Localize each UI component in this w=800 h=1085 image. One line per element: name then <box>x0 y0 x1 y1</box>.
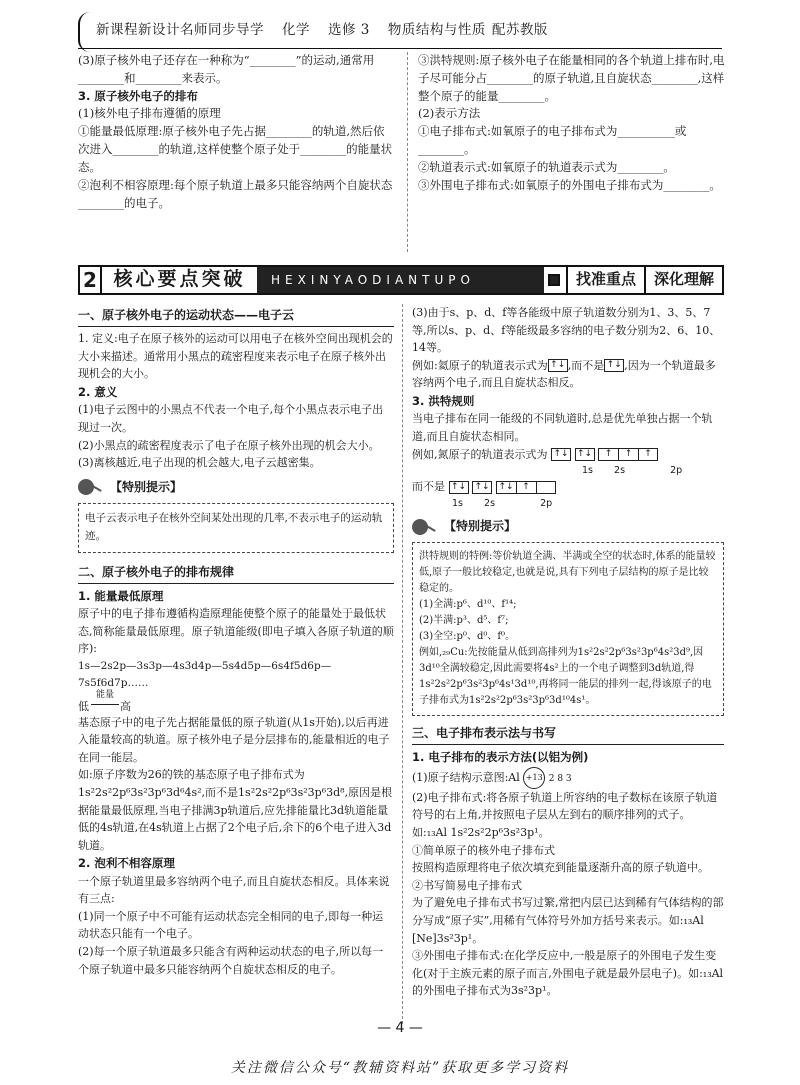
paragraph: 一个原子轨道里最多容纳两个电子,而且自旋状态相反。具体来说有三点: <box>78 874 390 906</box>
arrow-right-icon <box>91 704 119 705</box>
orbital-label: 2s <box>484 497 496 509</box>
orbital-label: 1s <box>582 465 593 477</box>
section-banner <box>78 265 724 295</box>
energy-label: 能量 <box>96 689 115 700</box>
banner-tag: 深化理解 <box>644 267 722 293</box>
tip-text: 洪特规则的特例:等价轨道全满、半满或全空的状态时,体系的能量较低,原子一般比较稳定,也就是说,具有下列电子层结构的原子是比较稳定的。 <box>419 551 716 595</box>
tip-heading <box>412 517 724 536</box>
paragraph: 为了避免电子排布式书写过繁,常把内层已达到稀有气体结构的部分写成“原子实”,用稀有气体符号外加方括号来表示。如:₁₃Al [Ne]3s²3p¹。 <box>412 896 724 945</box>
fill-item: (2)表示方法 <box>418 106 481 121</box>
text: ,而不是 <box>567 358 605 372</box>
paragraph: (3)由于s、p、d、f等各能级中原子轨道数分别为1、3、5、7等,所以s、p、d、f等能级最多容纳的电子数分别为2、6、10、14等。 <box>412 306 721 355</box>
fill-item: (1)核外电子排布遵循的原理 <box>78 106 221 121</box>
banner-title: 核心要点突破 <box>113 268 246 291</box>
orbital-box: ↑↓ <box>575 448 595 461</box>
fill-item: ②泡利不相容原理:每个原子轨道上最多只能容纳两个自旋状态________的电子。 <box>78 177 393 210</box>
fill-item: ①电子排布式:如氧原子的电子排布式为__________或________。 <box>418 124 687 157</box>
paragraph: (1)同一个原子中不可能有运动状态完全相同的电子,即每一种运动状态只能有一个电子。 <box>78 909 384 941</box>
nucleus-icon: +13 <box>523 767 545 789</box>
paragraph: ②书写简易电子排布式 <box>412 878 522 892</box>
banner-tag: 找准重点 <box>566 267 644 293</box>
fill-item: ②轨道表示式:如氧原子的轨道表示式为________。 <box>418 159 675 174</box>
fill-item: (3)原子核外电子还存在一种称为“________”的运动,通常用________和________来表示。 <box>78 53 375 85</box>
top-right-column <box>418 52 726 195</box>
top-left-column <box>78 52 396 212</box>
section-heading: 三、电子排布表示法与书写 <box>412 724 724 745</box>
fill-item: ①能量最低原理:原子核外电子先占据________的轨道,然后依次进入________的轨道,这样使整个原子处于________的能量状态。 <box>78 124 393 174</box>
tip-text: 电子云表示电子在核外空间某处出现的几率,不表示电子的运动轨迹。 <box>85 511 383 542</box>
orbital-box <box>536 481 556 494</box>
orbital-row <box>412 446 724 464</box>
section-heading: 二、原子核外电子的排布规律 <box>78 563 394 584</box>
header-rule <box>78 48 722 49</box>
right-column <box>412 304 724 1000</box>
sub-heading: 1. 电子排布的表示方法(以铝为例) <box>412 750 589 765</box>
footer-note: 关注微信公众号“教辅资料站”获取更多学习资料 <box>230 1060 570 1076</box>
pin-icon <box>78 479 94 495</box>
paragraph: 按照构造原理将电子依次填充到能量逐渐升高的原子轨道中。 <box>412 861 709 875</box>
orbital-label: 2p <box>670 465 683 477</box>
tip-text: (2)半满:p³、d⁵、f⁷; <box>419 615 509 627</box>
orbital-box: ↑↓ <box>551 448 571 461</box>
tip-text: (3)全空:p⁰、d⁰、f⁰。 <box>419 631 516 643</box>
paragraph: (2)每一个原子轨道最多只能含有两种运动状态的电子,所以每一个原子轨道中最多只能容纳两个自旋状态相反的电子。 <box>78 945 384 976</box>
left-column <box>78 304 394 978</box>
header-book: 选修 3 <box>328 22 370 38</box>
text: ,因为一个轨道最多容纳两个电子,而且自旋状态相反。 <box>412 358 716 390</box>
fill-item: ③洪特规则:原子核外电子在能量相同的各个轨道上排布时,电子尽可能分占________的原子轨道,且自旋状态________,这样整个原子的能量________。 <box>418 53 725 103</box>
text: 例如,氮原子的轨道表示式为 <box>412 447 548 461</box>
energy-high: 高 <box>120 699 131 713</box>
section-heading: 3. 原子核外电子的排布 <box>78 88 198 103</box>
orbital-sequence: 1s—2s2p—3s3p—4s3d4p—5s4d5p—6s4f5d6p—7s5f6d7p…… <box>78 659 332 689</box>
fill-item: ③外围电子排布式:如氧原子的外围电子排布式为________。 <box>418 177 721 192</box>
orbital-label: 2p <box>540 497 553 509</box>
banner-pinyin: HEXINYAODIANTUPO <box>257 267 544 293</box>
section-heading: 一、原子核外电子的运动状态——电子云 <box>78 306 394 327</box>
paragraph: (1)电子云图中的小黑点不代表一个电子,每个小黑点表示电子出现过一次。 <box>78 403 384 434</box>
orbital-box: ↑↓ <box>548 359 568 372</box>
sub-heading: 2. 意义 <box>78 384 118 399</box>
orbital-row <box>412 478 724 496</box>
running-header <box>78 20 548 41</box>
banner-number: 2 <box>80 267 102 293</box>
paragraph <box>412 357 724 392</box>
column-divider <box>407 52 408 252</box>
orbital-box: ↑↓ <box>496 481 516 494</box>
paragraph: 基态原子中的电子先占据能量低的原子轨道(从1s开始),以后再进入能量较高的轨道。原子核外电子是分层排布的,能量相近的电子在同一能层。 <box>78 715 390 764</box>
orbital-box: ↑ <box>516 481 536 494</box>
header-title: 新课程新设计名师同步导学 <box>96 22 264 38</box>
tip-text: (1)全满:p⁶、d¹⁰、f¹⁴; <box>419 599 517 611</box>
paragraph: 如:原子序数为26的铁的基态原子电子排布式为1s²2s²2p⁶3s²3p⁶3d⁶4s²,而不是1s²2s²2p⁶3s²3p⁶3d⁸,原因是根据能量最低原理,当电子排满3p轨道后,应先排能量比3d轨道能量低的4s轨道,在4s轨道上占据了2个电子后,余下的6个电子进入3d轨道。 <box>78 768 393 852</box>
orbital-box: ↑ <box>598 448 618 461</box>
tip-label: 【特别提示】 <box>444 519 517 534</box>
energy-low: 低 <box>78 699 89 713</box>
energy-arrow <box>78 689 394 714</box>
orbital-labels <box>582 463 724 478</box>
paragraph: (2)小黑点的疏密程度表示了电子在原子核外出现的机会大小。 <box>78 438 380 452</box>
banner-square-icon <box>548 274 560 286</box>
paragraph: (3)离核越近,电子出现的机会越大,电子云越密集。 <box>78 456 321 470</box>
orbital-labels <box>452 496 724 511</box>
pin-icon <box>412 519 428 535</box>
shell-electrons: 2 8 3 <box>548 773 572 784</box>
header-subject: 化学 <box>282 22 310 38</box>
orbital-box: ↑ <box>638 448 658 461</box>
paragraph: (2)电子排布式:将各原子轨道上所容纳的电子数标在该原子轨道符号的右上角,并按照电子层从左到右的顺序排列的式子。如:₁₃Al 1s²2s²2p⁶3s²3p¹。 <box>412 790 718 840</box>
orbital-box: ↑ <box>618 448 638 461</box>
tip-text: 例如,₂₉Cu:先按能量从低到高排列为1s²2s²2p⁶3s²3p⁶4s²3d⁹,因3d¹⁰全满较稳定,因此需要将4s²上的一个电子调整到3d轨道,得1s²2s²2p⁶3s²3p⁶4s¹3d¹⁰,再将同一能层的排列一起,得该原子的电子排布式为1s²2s²2p⁶3s²3p⁶3d¹⁰4s¹。 <box>419 647 712 707</box>
tip-heading <box>78 478 394 497</box>
paragraph: ①简单原子的核外电子排布式 <box>412 843 555 857</box>
orbital-box: ↑↓ <box>604 359 624 372</box>
tip-box <box>412 542 724 716</box>
orbital-group <box>496 481 556 494</box>
page-number: — 4 — <box>377 1020 423 1036</box>
paragraph: 原子中的电子排布遵循构造原理能使整个原子的能量处于最低状态,简称能量最低原理。原子轨道能级(即电子填入各原子轨道的顺序): <box>78 607 394 656</box>
sub-heading: 3. 洪特规则 <box>412 393 475 408</box>
text: (1)原子结构示意图:Al <box>412 770 520 784</box>
column-divider <box>402 304 403 1024</box>
tip-label: 【特别提示】 <box>110 479 183 494</box>
orbital-box: ↑↓ <box>449 481 469 494</box>
header-topic: 物质结构与性质 <box>387 22 486 38</box>
header-edition: 配苏教版 <box>491 22 548 38</box>
paragraph: 1. 定义:电子在原子核外的运动可以用电子在核外空间出现机会的大小来描述。通常用小黑点的疏密程度来表示电子在原子核外出现机会的大小。 <box>78 332 393 381</box>
text: 而不是 <box>412 480 445 494</box>
orbital-label: 1s <box>452 497 463 509</box>
sub-heading: 1. 能量最低原理 <box>78 588 164 603</box>
orbital-label: 2s <box>614 465 626 477</box>
tip-box <box>78 503 394 553</box>
paragraph: ③外围电子排布式:在化学反应中,一般是原子的外围电子发生变化(对于主族元素的原子而言,外围电子就是最外层电子)。如:₁₃Al的外围电子排布式为3s²3p¹。 <box>412 949 724 998</box>
orbital-box: ↑↓ <box>472 481 492 494</box>
orbital-group <box>598 448 658 461</box>
atom-diagram-line <box>412 767 724 789</box>
paragraph: 当电子排布在同一能级的不同轨道时,总是优先单独占据一个轨道,而且自旋状态相同。 <box>412 412 713 443</box>
sub-heading: 2. 泡利不相容原理 <box>78 856 175 871</box>
text: 例如:氦原子的轨道表示式为 <box>412 358 548 372</box>
